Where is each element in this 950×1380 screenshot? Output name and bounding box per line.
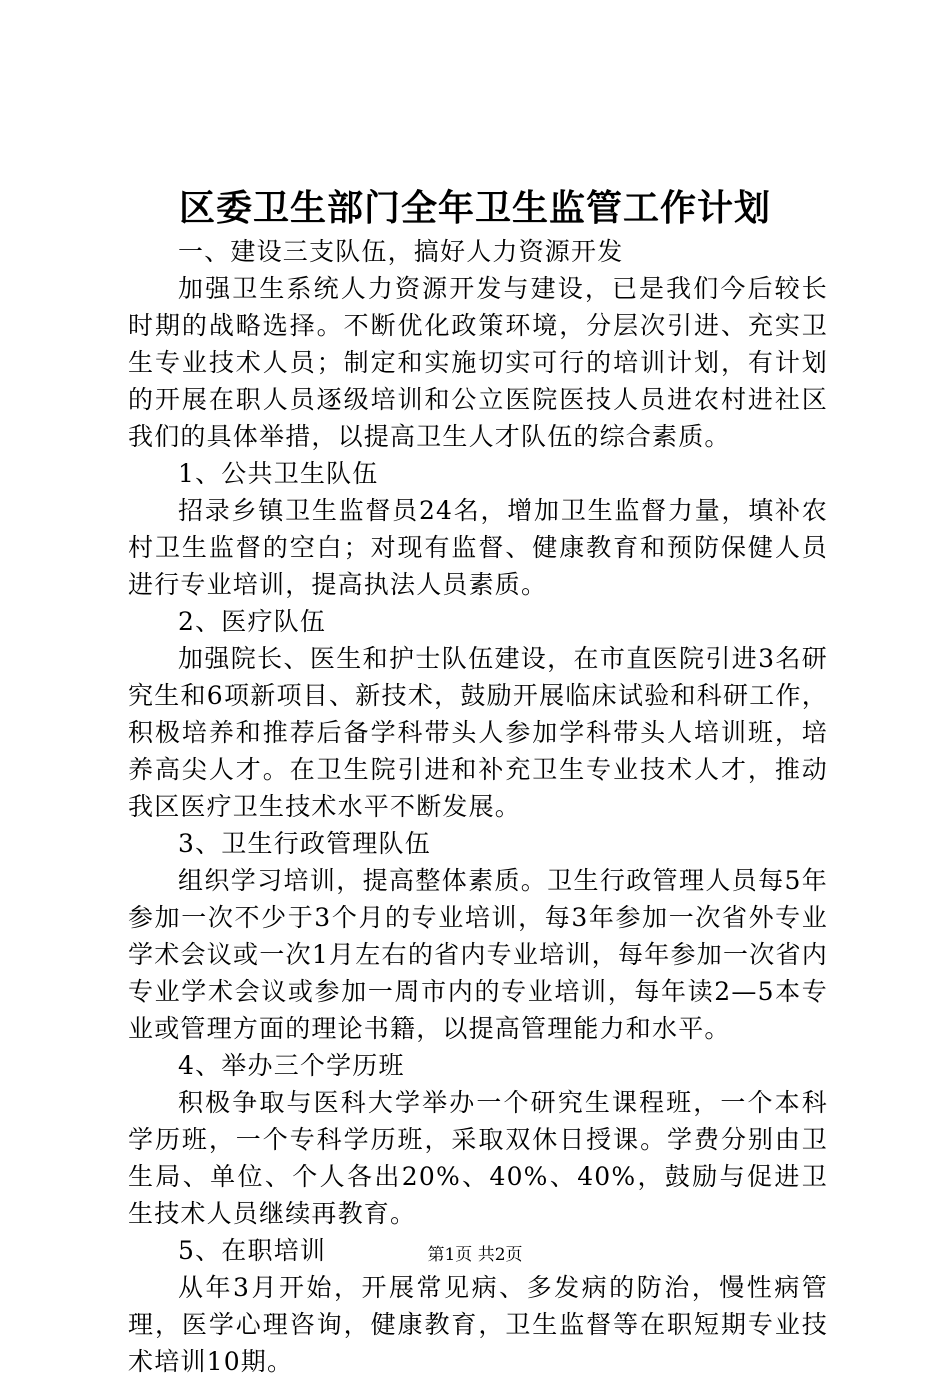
section-heading: 3、卫生行政管理队伍 bbox=[178, 829, 431, 858]
document-body bbox=[128, 233, 828, 1380]
section-heading: 1、公共卫生队伍 bbox=[178, 459, 379, 488]
body-paragraph: 加强院长、医生和护士队伍建设，在市直医院引进3名研究生和6项新项目、新技术，鼓励开展临床试验和科研工作，积极培养和推荐后备学科带头人参加学科带头人培训班，培养高尖人才。在卫生院引进和补充卫生专业技术人才，推动我区医疗卫生技术水平不断发展。 bbox=[128, 644, 828, 821]
section-heading: 5、在职培训 bbox=[178, 1236, 327, 1265]
body-paragraph: 积极争取与医科大学举办一个研究生课程班，一个本科学历班，一个专科学历班，采取双休日授课。学费分别由卫生局、单位、个人各出20%、40%、40%，鼓励与促进卫生技术人员继续再教育。 bbox=[128, 1088, 828, 1228]
body-paragraph: 组织学习培训，提高整体素质。卫生行政管理人员每5年参加一次不少于3个月的专业培训，每3年参加一次省外专业学术会议或一次1月左右的省内专业培训，每年参加一次省内专业学术会议或参加一周市内的专业培训，每年读2—5本专业或管理方面的理论书籍，以提高管理能力和水平。 bbox=[128, 866, 828, 1043]
section-heading: 一、建设三支队伍，搞好人力资源开发 bbox=[178, 237, 624, 266]
body-paragraph: 从年3月开始，开展常见病、多发病的防治，慢性病管理，医学心理咨询，健康教育，卫生监督等在职短期专业技术培训10期。 bbox=[128, 1273, 828, 1376]
section-heading: 2、医疗队伍 bbox=[178, 607, 327, 636]
section-heading: 4、举办三个学历班 bbox=[178, 1051, 405, 1080]
body-paragraph: 招录乡镇卫生监督员24名，增加卫生监督力量，填补农村卫生监督的空白；对现有监督、健康教育和预防保健人员进行专业培训，提高执法人员素质。 bbox=[128, 496, 828, 599]
body-paragraph: 加强卫生系统人力资源开发与建设，已是我们今后较长时期的战略选择。不断优化政策环境，分层次引进、充实卫生专业技术人员；制定和实施切实可行的培训计划，有计划的开展在职人员逐级培训和公立医院医技人员进农村进社区我们的具体举措，以提高卫生人才队伍的综合素质。 bbox=[128, 274, 828, 451]
document-title: 区委卫生部门全年卫生监管工作计划 bbox=[178, 188, 771, 229]
page-number-footer: 第1页 共2页 bbox=[427, 1245, 523, 1265]
